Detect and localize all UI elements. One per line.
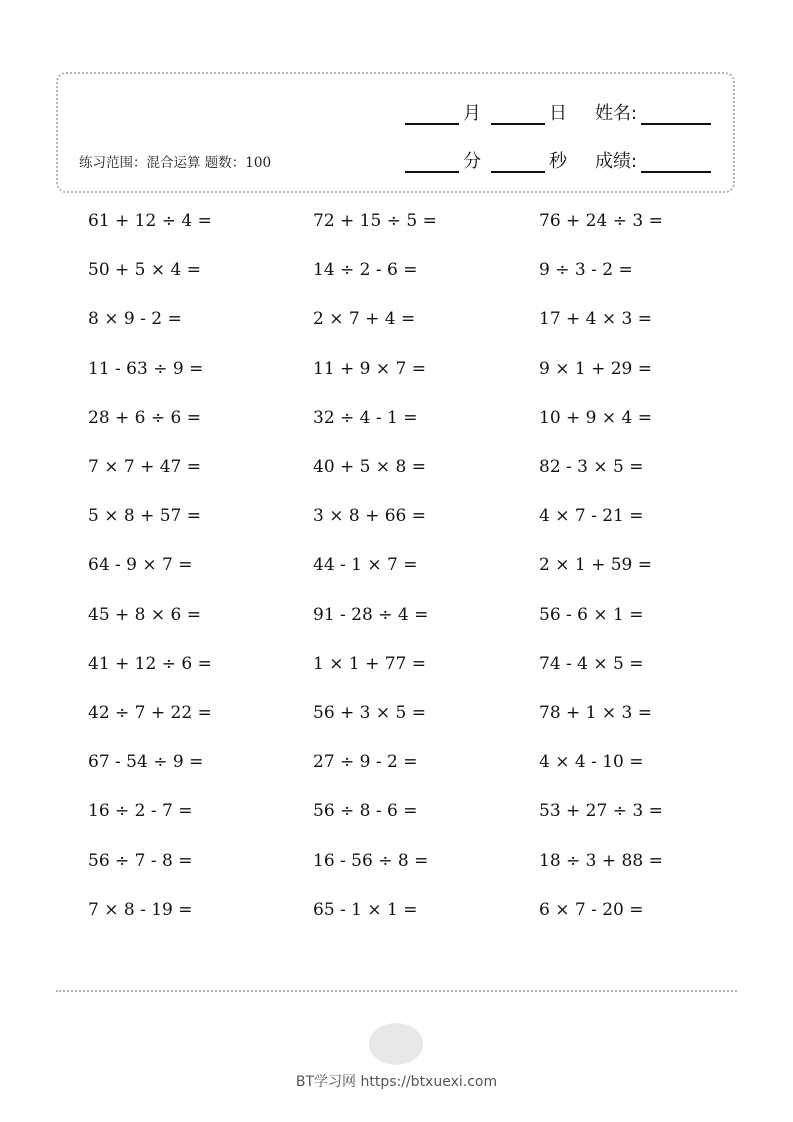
- problem-item: 2 × 7 + 4 =: [313, 309, 416, 330]
- problem-item: 17 + 4 × 3 =: [539, 309, 653, 330]
- problem-item: 72 + 15 ÷ 5 =: [313, 211, 437, 231]
- problem-item: 56 ÷ 8 - 6 =: [313, 801, 418, 822]
- problem-item: 16 ÷ 2 - 7 =: [88, 801, 193, 822]
- problem-item: 65 - 1 × 1 =: [313, 899, 418, 920]
- header-box: [56, 72, 735, 193]
- problem-item: 3 × 8 + 66 =: [313, 506, 427, 527]
- problem-item: 9 ÷ 3 - 2 =: [539, 260, 633, 281]
- problem-item: 8 × 9 - 2 =: [88, 309, 182, 330]
- problem-item: 11 - 63 ÷ 9 =: [88, 358, 204, 379]
- problem-item: 76 + 24 ÷ 3 =: [539, 211, 663, 231]
- problem-item: 91 - 28 ÷ 4 =: [313, 604, 429, 625]
- score-blank: [641, 153, 711, 173]
- problem-item: 64 - 9 × 7 =: [88, 555, 193, 576]
- problem-item: 74 - 4 × 5 =: [539, 653, 644, 674]
- problem-item: 41 + 12 ÷ 6 =: [88, 653, 212, 674]
- minute-blank: [405, 153, 459, 173]
- time-score-row: [405, 147, 711, 173]
- problem-item: 18 ÷ 3 + 88 =: [539, 850, 663, 871]
- problem-item: 28 + 6 ÷ 6 =: [88, 407, 202, 428]
- problem-item: 4 × 4 - 10 =: [539, 752, 644, 773]
- second-label: 秒: [549, 151, 567, 172]
- day-label: 日: [549, 103, 567, 124]
- problem-item: 56 - 6 × 1 =: [539, 604, 644, 625]
- problem-item: 7 × 7 + 47 =: [88, 457, 202, 477]
- problem-item: 14 ÷ 2 - 6 =: [313, 260, 418, 281]
- problem-item: 32 ÷ 4 - 1 =: [313, 407, 418, 428]
- problem-item: 45 + 8 × 6 =: [88, 604, 202, 625]
- minute-label: 分: [463, 151, 481, 172]
- problem-item: 53 + 27 ÷ 3 =: [539, 801, 663, 822]
- problem-item: 56 + 3 × 5 =: [313, 703, 427, 723]
- practice-info: [79, 151, 271, 171]
- problem-item: 78 + 1 × 3 =: [539, 703, 653, 723]
- problem-item: 10 + 9 × 4 =: [539, 407, 653, 428]
- month-blank: [405, 105, 459, 125]
- problem-item: 42 ÷ 7 + 22 =: [88, 703, 212, 723]
- problem-item: 9 × 1 + 29 =: [539, 358, 653, 379]
- problem-item: 67 - 54 ÷ 9 =: [88, 752, 204, 773]
- problem-item: 4 × 7 - 21 =: [539, 506, 644, 527]
- problem-item: 5 × 8 + 57 =: [88, 506, 202, 527]
- problem-item: 44 - 1 × 7 =: [313, 555, 418, 576]
- problem-item: 61 + 12 ÷ 4 =: [88, 211, 212, 231]
- day-blank: [491, 105, 545, 125]
- problem-item: 40 + 5 × 8 =: [313, 457, 427, 477]
- page-number-badge: [369, 1023, 423, 1065]
- problem-item: 2 × 1 + 59 =: [539, 555, 653, 576]
- problem-item: 27 ÷ 9 - 2 =: [313, 752, 418, 773]
- score-label: 成绩:: [595, 151, 638, 172]
- problem-item: 16 - 56 ÷ 8 =: [313, 850, 429, 871]
- problem-item: 82 - 3 × 5 =: [539, 457, 644, 477]
- name-label: 姓名:: [595, 103, 638, 124]
- second-blank: [491, 153, 545, 173]
- problem-item: 6 × 7 - 20 =: [539, 899, 644, 920]
- problem-item: 7 × 8 - 19 =: [88, 899, 193, 920]
- problem-item: 1 × 1 + 77 =: [313, 653, 427, 674]
- practice-range-text: 练习范围：混合运算 题数：: [79, 155, 246, 171]
- month-label: 月: [463, 103, 481, 124]
- name-blank: [641, 105, 711, 125]
- problem-item: 50 + 5 × 4 =: [88, 260, 202, 281]
- problem-item: 11 + 9 × 7 =: [313, 358, 427, 379]
- question-count: 100: [245, 155, 272, 171]
- footer-text: BT学习网 https://btxuexi.com: [295, 1074, 498, 1090]
- date-name-row: [405, 99, 711, 125]
- problem-item: 56 ÷ 7 - 8 =: [88, 850, 193, 871]
- footer-divider: [56, 990, 737, 992]
